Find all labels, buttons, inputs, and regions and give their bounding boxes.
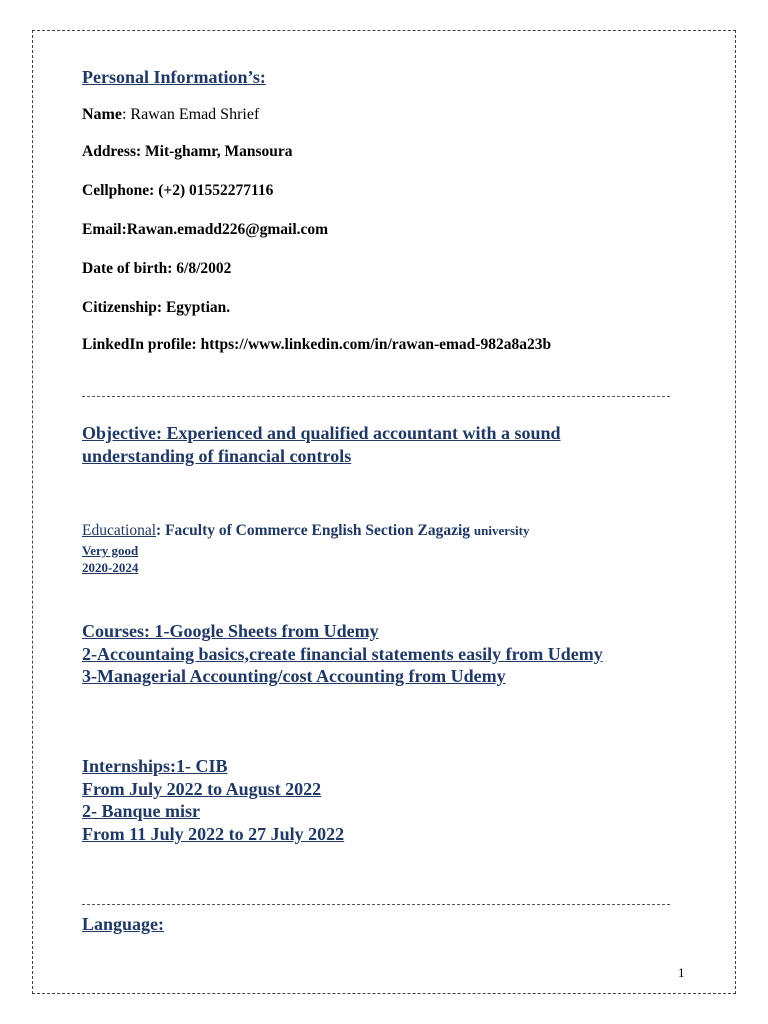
internships-line-1: Internships:1- CIB bbox=[82, 756, 228, 776]
language-heading: Language: bbox=[82, 914, 165, 934]
education-details bbox=[82, 542, 138, 576]
citizenship-line: Citizenship: Egyptian. bbox=[82, 299, 231, 316]
email-line: Email:Rawan.emadd226@gmail.com bbox=[82, 221, 329, 238]
dob-line: Date of birth: 6/8/2002 bbox=[82, 260, 232, 277]
education-line bbox=[82, 522, 530, 540]
education-text: : Faculty of Commerce English Section Zagazig bbox=[156, 522, 474, 539]
internships-line-3: 2- Banque misr bbox=[82, 801, 201, 821]
objective-line-2: understanding of financial controls bbox=[82, 445, 352, 466]
name-value: : Rawan Emad Shrief bbox=[121, 106, 260, 123]
courses-line-3: 3-Managerial Accounting/cost Accounting from Udemy bbox=[82, 666, 506, 686]
objective-line-1: Objective: Experienced and qualified accountant with a sound bbox=[82, 423, 561, 443]
internships-line-4: From 11 July 2022 to 27 July 2022 bbox=[82, 823, 345, 844]
education-years: 2020-2024 bbox=[82, 560, 139, 575]
education-grade: Very good bbox=[82, 543, 139, 558]
internships-line-2: From July 2022 to August 2022 bbox=[82, 778, 322, 799]
linkedin-line: LinkedIn profile: https://www.linkedin.com/in/rawan-emad-982a8a23b bbox=[82, 336, 552, 353]
objective-section bbox=[82, 422, 561, 467]
divider-line bbox=[82, 904, 670, 905]
courses-line-1: Courses: 1-Google Sheets from Udemy bbox=[82, 621, 379, 641]
personal-info-heading: Personal Information’s: bbox=[82, 67, 266, 87]
address-line: Address: Mit-ghamr, Mansoura bbox=[82, 143, 293, 160]
courses-line-2: 2-Accountaing basics,create financial statements easily from Udemy bbox=[82, 643, 603, 664]
cellphone-line: Cellphone: (+2) 01552277116 bbox=[82, 182, 274, 199]
internships-section bbox=[82, 755, 344, 845]
page-number: 1 bbox=[678, 965, 685, 980]
divider-line bbox=[82, 396, 670, 397]
education-university: university bbox=[473, 523, 530, 538]
courses-section bbox=[82, 620, 603, 688]
name-label: Name bbox=[82, 106, 122, 123]
education-label: Educational bbox=[82, 522, 157, 539]
name-line bbox=[82, 106, 259, 124]
page-border bbox=[32, 30, 736, 994]
